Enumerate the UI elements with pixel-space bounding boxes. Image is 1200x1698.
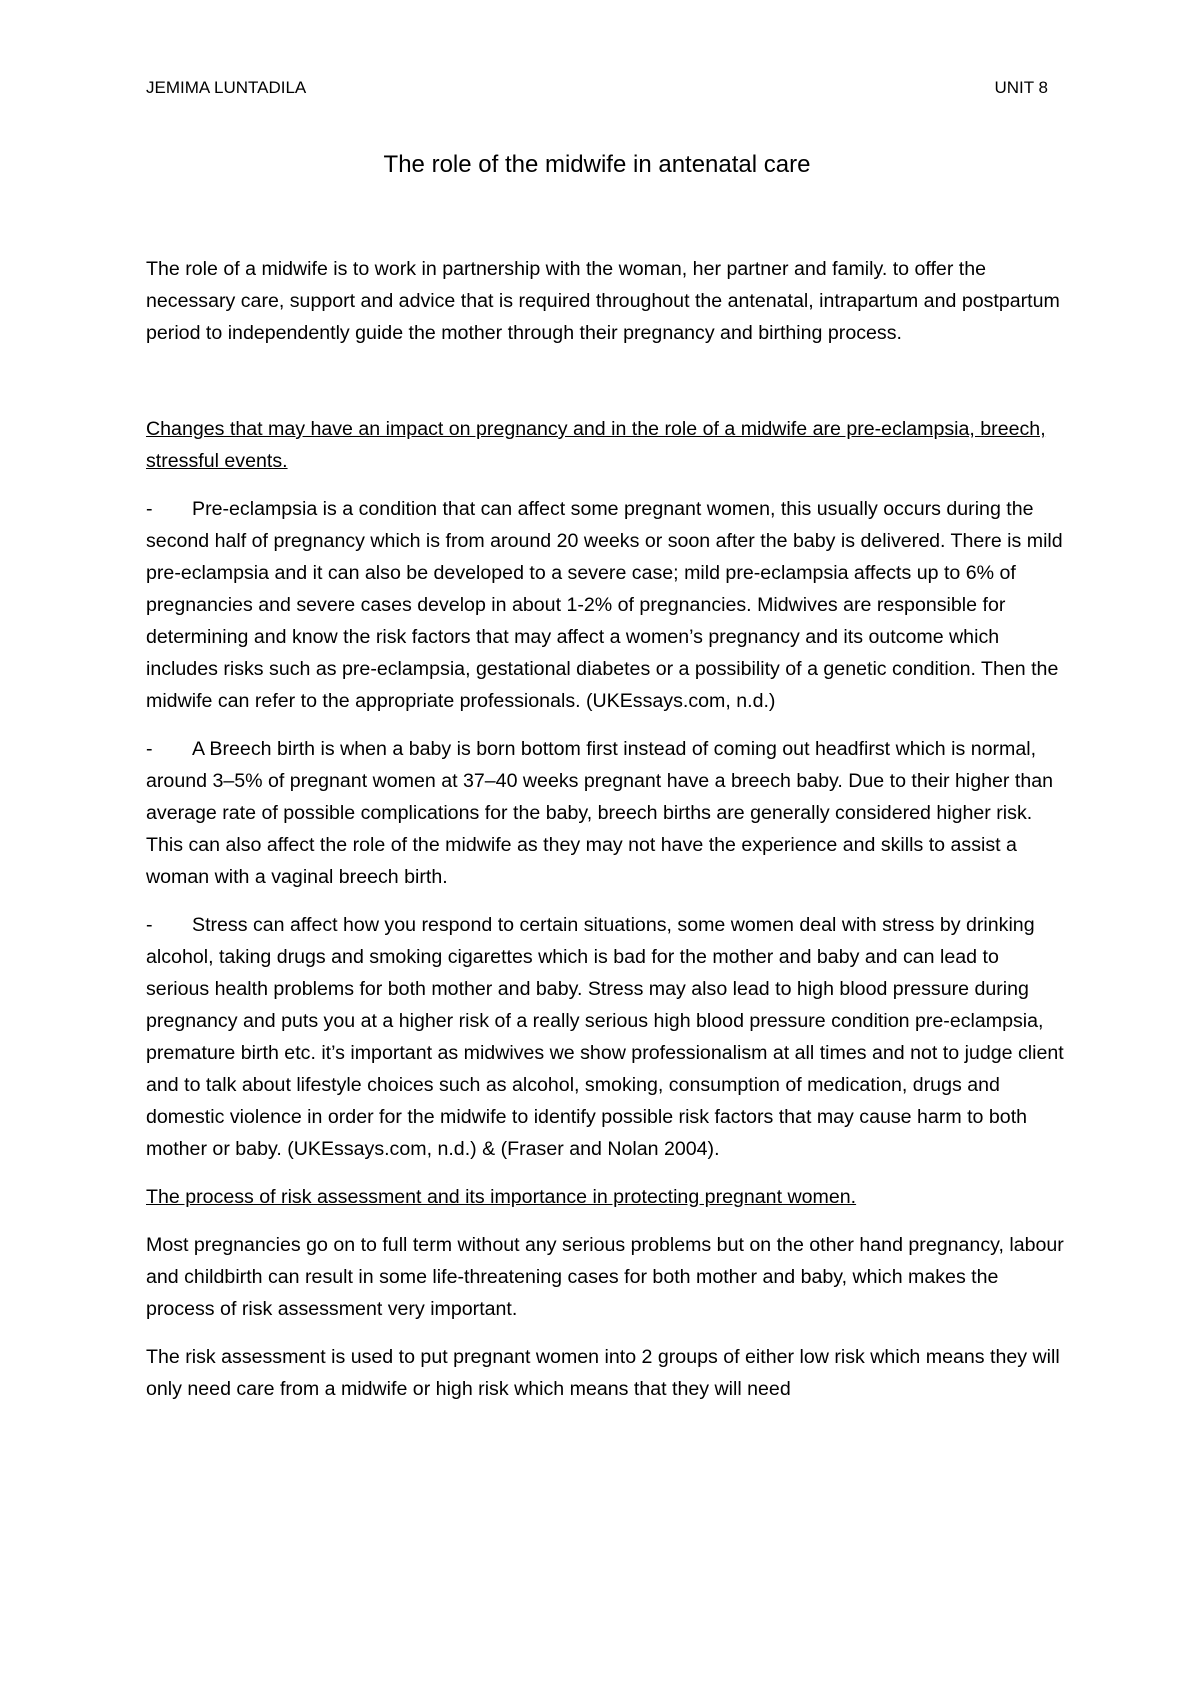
section-heading-risk-assessment: The process of risk assessment and its importance in protecting pregnant women. (146, 1186, 857, 1208)
document-body (146, 253, 1066, 1405)
bullet-text: A Breech birth is when a baby is born bottom first instead of coming out headfirst which is normal, around 3–5% of pregnant women at 37–40 weeks pregnant have a breech baby. Due to their higher than average rate of possible complications for the baby, breech births are generally considered higher risk. This can also affect the role of the midwife as they may not have the experience and skills to assist a woman with a vaginal breech birth. (146, 738, 1054, 888)
bullet-dash: - (146, 498, 153, 520)
bullet-text: Stress can affect how you respond to certain situations, some women deal with stress by drinking alcohol, taking drugs and smoking cigarettes which is bad for the mother and baby and can lead to serious health problems for both mother and baby. Stress may also lead to high blood pressure during pregnancy and puts you at a higher risk of a really serious high blood pressure condition pre-eclampsia, premature birth etc. it’s important as midwives we show professionalism at all times and not to judge client and to talk about lifestyle choices such as alcohol, smoking, consumption of medication, drugs and domestic violence in order for the midwife to identify possible risk factors that may cause harm to both mother or baby. (UKEssays.com, n.d.) & (Fraser and Nolan 2004). (146, 914, 1064, 1160)
document-title: The role of the midwife in antenatal care (383, 151, 811, 178)
bullet-dash: - (146, 738, 153, 760)
section-heading-changes: Changes that may have an impact on pregnancy and in the role of a midwife are pre-eclampsia, breech, stressful events. (146, 418, 1046, 472)
author-name: JEMIMA LUNTADILA (146, 78, 307, 97)
paragraph-risk-groups: The risk assessment is used to put pregnant women into 2 groups of either low risk which means they will only need care from a midwife or high risk which means that they will need (146, 1346, 1060, 1400)
unit-label: UNIT 8 (994, 78, 1048, 97)
intro-paragraph: The role of a midwife is to work in partnership with the woman, her partner and family. to offer the necessary care, support and advice that is required throughout the antenatal, intrapartum and postpartum period to independently guide the mother through their pregnancy and birthing process. (146, 258, 1060, 344)
bullet-pre-eclampsia (146, 493, 1066, 717)
page-header (146, 76, 1048, 100)
paragraph-pregnancies: Most pregnancies go on to full term without any serious problems but on the other hand pregnancy, labour and childbirth can result in some life-threatening cases for both mother and baby, which makes the process of risk assessment very important. (146, 1234, 1064, 1320)
bullet-text: Pre-eclampsia is a condition that can affect some pregnant women, this usually occurs during the second half of pregnancy which is from around 20 weeks or soon after the baby is delivered. There is mild pre-eclampsia and it can also be developed to a severe case; mild pre-eclampsia affects up to 6% of pregnancies and severe cases develop in about 1-2% of pregnancies. Midwives are responsible for determining and know the risk factors that may affect a women’s pregnancy and its outcome which includes risks such as pre-eclampsia, gestational diabetes or a possibility of a genetic condition. Then the midwife can refer to the appropriate professionals. (UKEssays.com, n.d.) (146, 498, 1063, 712)
bullet-stress (146, 909, 1066, 1165)
bullet-breech (146, 733, 1066, 893)
bullet-dash: - (146, 914, 153, 936)
